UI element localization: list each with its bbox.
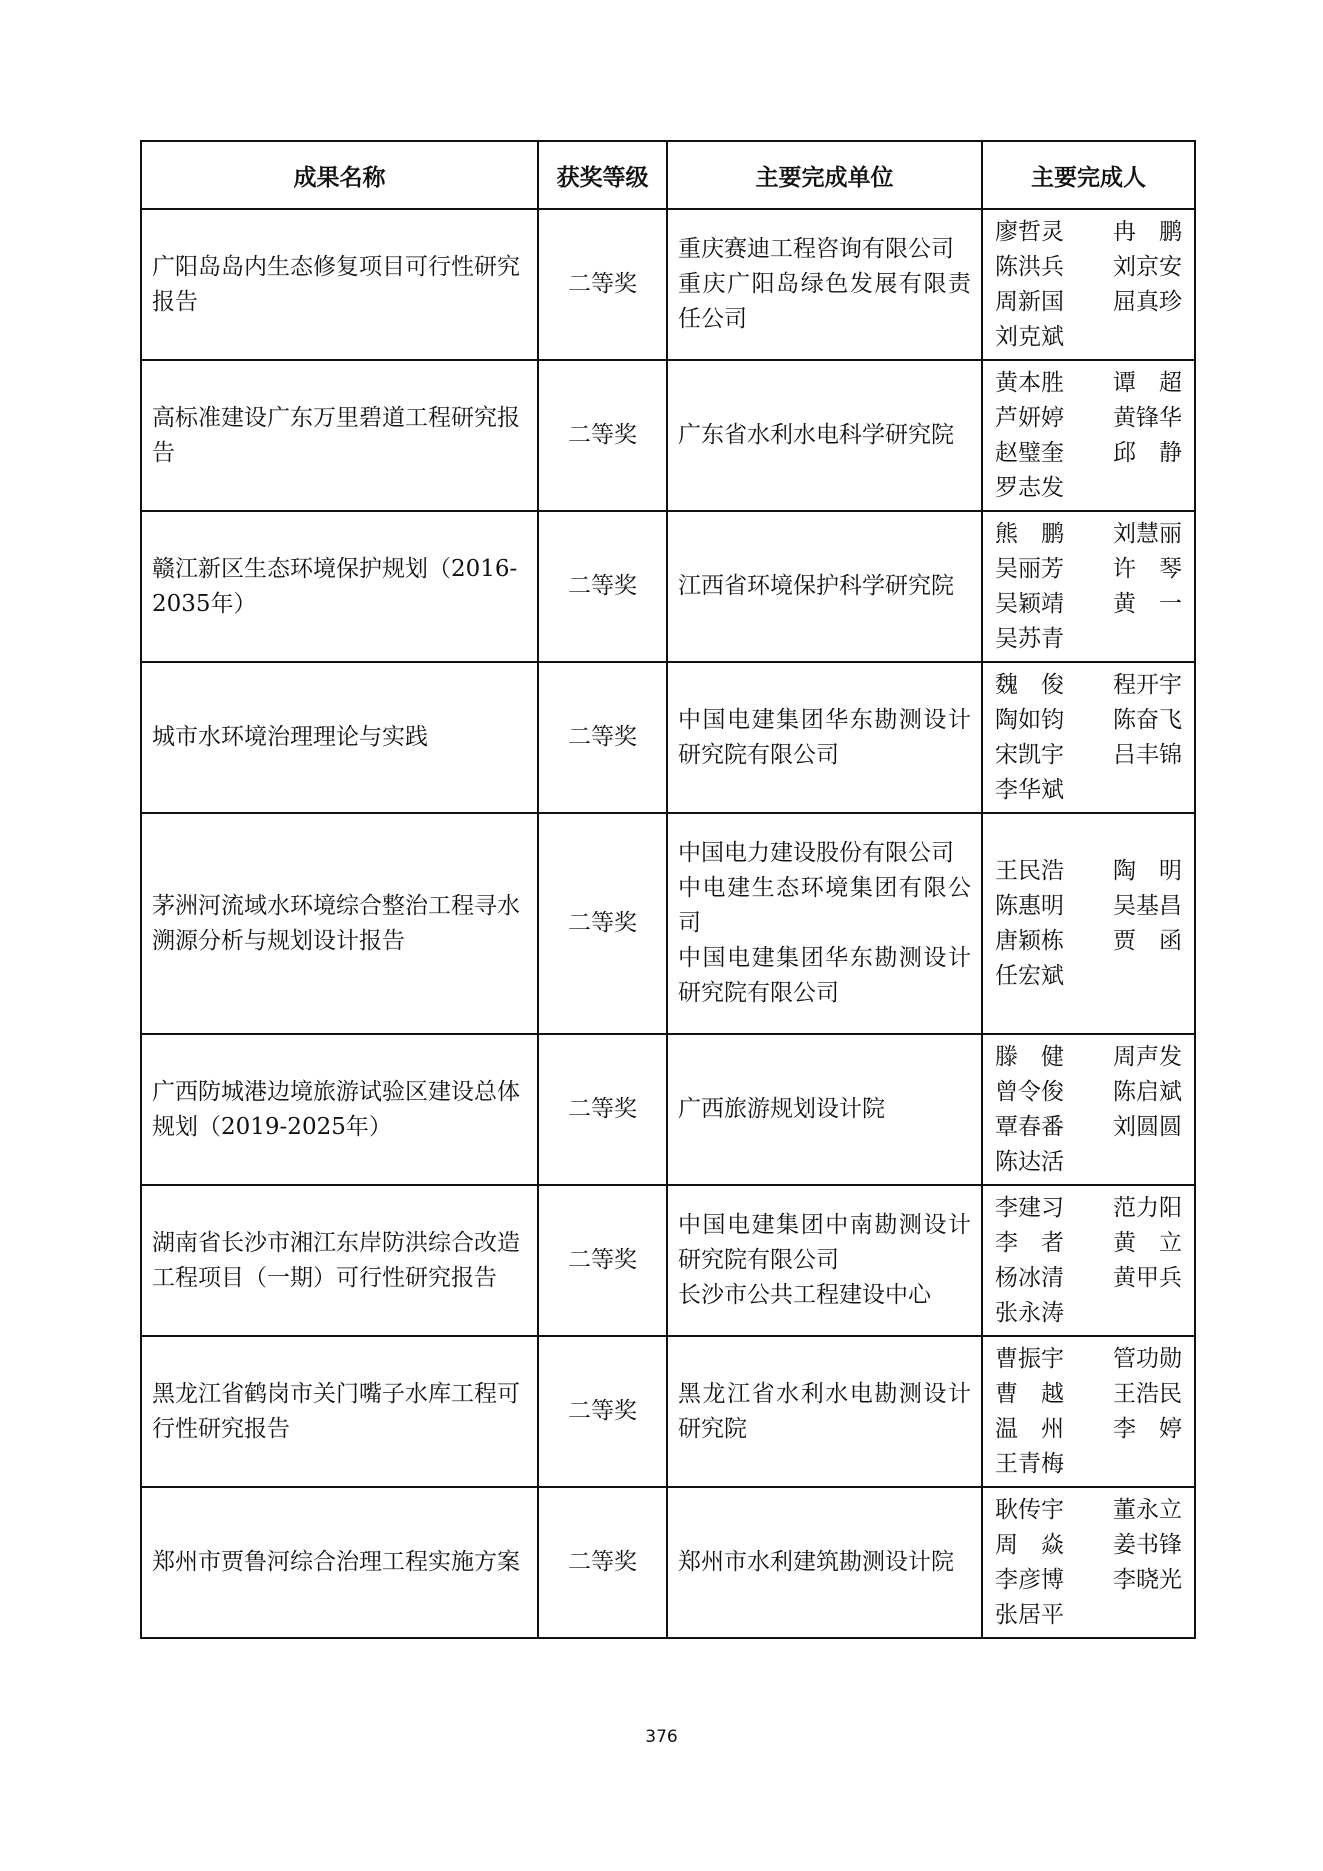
person-name: 刘京安 bbox=[1113, 253, 1182, 280]
person-name: 王青梅 bbox=[995, 1450, 1064, 1477]
person-name: 许 琴 bbox=[1113, 555, 1182, 582]
person-name: 程开宇 bbox=[1113, 671, 1182, 698]
main-people bbox=[982, 1487, 1195, 1638]
header-achievement-name: 成果名称 bbox=[141, 141, 538, 209]
person-name: 王民浩 bbox=[995, 857, 1064, 884]
main-units bbox=[667, 1185, 982, 1336]
achievement-name: 广阳岛岛内生态修复项目可行性研究报告 bbox=[141, 209, 538, 360]
main-units bbox=[667, 360, 982, 511]
person-name: 曹振宇 bbox=[995, 1345, 1064, 1372]
main-units bbox=[667, 209, 982, 360]
person-name: 曾令俊 bbox=[995, 1078, 1064, 1105]
award-level: 二等奖 bbox=[538, 1185, 667, 1336]
person-name: 张永涛 bbox=[995, 1299, 1064, 1326]
unit-line: 重庆赛迪工程咨询有限公司 bbox=[678, 236, 954, 262]
person-name: 刘圆圆 bbox=[1113, 1113, 1182, 1140]
main-units bbox=[667, 1336, 982, 1487]
award-level: 二等奖 bbox=[538, 511, 667, 662]
main-people bbox=[982, 1336, 1195, 1487]
person-name: 董永立 bbox=[1113, 1496, 1182, 1523]
award-level: 二等奖 bbox=[538, 1034, 667, 1185]
person-name: 贾 函 bbox=[1113, 927, 1182, 954]
person-name: 滕 健 bbox=[995, 1043, 1064, 1070]
achievement-name: 广西防城港边境旅游试验区建设总体规划（2019-2025年） bbox=[141, 1034, 538, 1185]
award-level: 二等奖 bbox=[538, 1487, 667, 1638]
unit-line: 广西旅游规划设计院 bbox=[678, 1096, 885, 1122]
person-name: 黄 一 bbox=[1113, 590, 1182, 617]
person-name: 温 州 bbox=[995, 1415, 1064, 1442]
person-name: 冉 鹏 bbox=[1113, 218, 1182, 245]
table-row bbox=[141, 662, 1195, 813]
award-level: 二等奖 bbox=[538, 662, 667, 813]
person-name: 李华斌 bbox=[995, 776, 1064, 803]
unit-line: 中电建生态环境集团有限公司 bbox=[678, 875, 971, 936]
unit-line: 中国电建集团华东勘测设计研究院有限公司 bbox=[678, 706, 971, 768]
table-row bbox=[141, 1336, 1195, 1487]
person-name: 李晓光 bbox=[1113, 1566, 1182, 1593]
person-name: 熊 鹏 bbox=[995, 520, 1064, 547]
person-name: 谭 超 bbox=[1113, 369, 1182, 396]
person-name: 耿传宇 bbox=[995, 1496, 1064, 1523]
person-name: 李 婷 bbox=[1113, 1415, 1182, 1442]
unit-line: 郑州市水利建筑勘测设计院 bbox=[678, 1549, 954, 1575]
person-name: 王浩民 bbox=[1113, 1380, 1182, 1407]
main-people bbox=[982, 662, 1195, 813]
person-name: 陈惠明 bbox=[995, 892, 1064, 919]
person-name: 陈奋飞 bbox=[1113, 706, 1182, 733]
person-name: 黄 立 bbox=[1113, 1229, 1182, 1256]
unit-line: 广东省水利水电科学研究院 bbox=[678, 422, 954, 448]
unit-line: 江西省环境保护科学研究院 bbox=[678, 573, 954, 599]
person-name: 周声发 bbox=[1113, 1043, 1182, 1070]
person-name: 周新国 bbox=[995, 288, 1064, 315]
person-name: 李彦博 bbox=[995, 1566, 1064, 1593]
achievement-name: 赣江新区生态环境保护规划（2016-2035年） bbox=[141, 511, 538, 662]
person-name: 刘慧丽 bbox=[1113, 520, 1182, 547]
table-row bbox=[141, 511, 1195, 662]
table-header-row bbox=[141, 141, 1195, 209]
main-people bbox=[982, 209, 1195, 360]
achievement-name: 高标准建设广东万里碧道工程研究报告 bbox=[141, 360, 538, 511]
table-row bbox=[141, 1487, 1195, 1638]
person-name: 任宏斌 bbox=[995, 962, 1064, 989]
award-level: 二等奖 bbox=[538, 360, 667, 511]
person-name: 吕丰锦 bbox=[1113, 741, 1182, 768]
main-units bbox=[667, 511, 982, 662]
person-name: 李建习 bbox=[995, 1194, 1064, 1221]
awards-table bbox=[140, 140, 1196, 1639]
main-units bbox=[667, 1034, 982, 1185]
person-name: 范力阳 bbox=[1113, 1194, 1182, 1221]
achievement-name: 城市水环境治理理论与实践 bbox=[141, 662, 538, 813]
main-people bbox=[982, 360, 1195, 511]
award-level: 二等奖 bbox=[538, 209, 667, 360]
person-name: 黄甲兵 bbox=[1113, 1264, 1182, 1291]
table-body bbox=[141, 209, 1195, 1638]
person-name: 刘克斌 bbox=[995, 323, 1064, 350]
person-name: 吴丽芳 bbox=[995, 555, 1064, 582]
person-name: 芦妍婷 bbox=[995, 404, 1064, 431]
person-name: 黄锋华 bbox=[1113, 404, 1182, 431]
person-name: 管功勋 bbox=[1113, 1345, 1182, 1372]
main-people bbox=[982, 511, 1195, 662]
unit-line: 长沙市公共工程建设中心 bbox=[678, 1282, 931, 1308]
award-level: 二等奖 bbox=[538, 813, 667, 1034]
unit-line: 中国电力建设股份有限公司 bbox=[678, 840, 954, 866]
table-row bbox=[141, 209, 1195, 360]
person-name: 罗志发 bbox=[995, 474, 1064, 501]
person-name: 邱 静 bbox=[1113, 439, 1182, 466]
person-name: 陈启斌 bbox=[1113, 1078, 1182, 1105]
table-row bbox=[141, 813, 1195, 1034]
main-people bbox=[982, 813, 1195, 1034]
person-name: 陈洪兵 bbox=[995, 253, 1064, 280]
header-main-people: 主要完成人 bbox=[982, 141, 1195, 209]
person-name: 李 者 bbox=[995, 1229, 1064, 1256]
person-name: 陶如钧 bbox=[995, 706, 1064, 733]
main-people bbox=[982, 1185, 1195, 1336]
table-row bbox=[141, 360, 1195, 511]
person-name: 魏 俊 bbox=[995, 671, 1064, 698]
person-name: 吴基昌 bbox=[1113, 892, 1182, 919]
person-name: 吴颖靖 bbox=[995, 590, 1064, 617]
person-name: 宋凯宇 bbox=[995, 741, 1064, 768]
achievement-name: 郑州市贾鲁河综合治理工程实施方案 bbox=[141, 1487, 538, 1638]
person-name: 屈真珍 bbox=[1113, 288, 1182, 315]
person-name: 吴苏青 bbox=[995, 625, 1064, 652]
person-name: 陈达活 bbox=[995, 1148, 1064, 1175]
header-main-units: 主要完成单位 bbox=[667, 141, 982, 209]
main-units bbox=[667, 662, 982, 813]
person-name: 赵璧奎 bbox=[995, 439, 1064, 466]
person-name: 覃春番 bbox=[995, 1113, 1064, 1140]
page-number: 376 bbox=[645, 1727, 678, 1747]
header-award-level: 获奖等级 bbox=[538, 141, 667, 209]
person-name: 廖哲灵 bbox=[995, 218, 1064, 245]
achievement-name: 黑龙江省鹤岗市关门嘴子水库工程可行性研究报告 bbox=[141, 1336, 538, 1487]
unit-line: 中国电建集团中南勘测设计研究院有限公司 bbox=[678, 1212, 971, 1273]
person-name: 曹 越 bbox=[995, 1380, 1064, 1407]
award-level: 二等奖 bbox=[538, 1336, 667, 1487]
person-name: 姜书锋 bbox=[1113, 1531, 1182, 1558]
unit-line: 重庆广阳岛绿色发展有限责任公司 bbox=[678, 271, 971, 332]
table-row bbox=[141, 1034, 1195, 1185]
main-units bbox=[667, 1487, 982, 1638]
unit-line: 黑龙江省水利水电勘测设计研究院 bbox=[678, 1380, 971, 1442]
achievement-name: 湖南省长沙市湘江东岸防洪综合改造工程项目（一期）可行性研究报告 bbox=[141, 1185, 538, 1336]
main-units bbox=[667, 813, 982, 1034]
person-name: 唐颖栋 bbox=[995, 927, 1064, 954]
person-name: 杨冰清 bbox=[995, 1264, 1064, 1291]
person-name: 黄本胜 bbox=[995, 369, 1064, 396]
table-row bbox=[141, 1185, 1195, 1336]
main-people bbox=[982, 1034, 1195, 1185]
unit-line: 中国电建集团华东勘测设计研究院有限公司 bbox=[678, 945, 971, 1006]
person-name: 陶 明 bbox=[1113, 857, 1182, 884]
person-name: 周 焱 bbox=[995, 1531, 1064, 1558]
person-name: 张居平 bbox=[995, 1601, 1064, 1628]
achievement-name: 茅洲河流域水环境综合整治工程寻水溯源分析与规划设计报告 bbox=[141, 813, 538, 1034]
